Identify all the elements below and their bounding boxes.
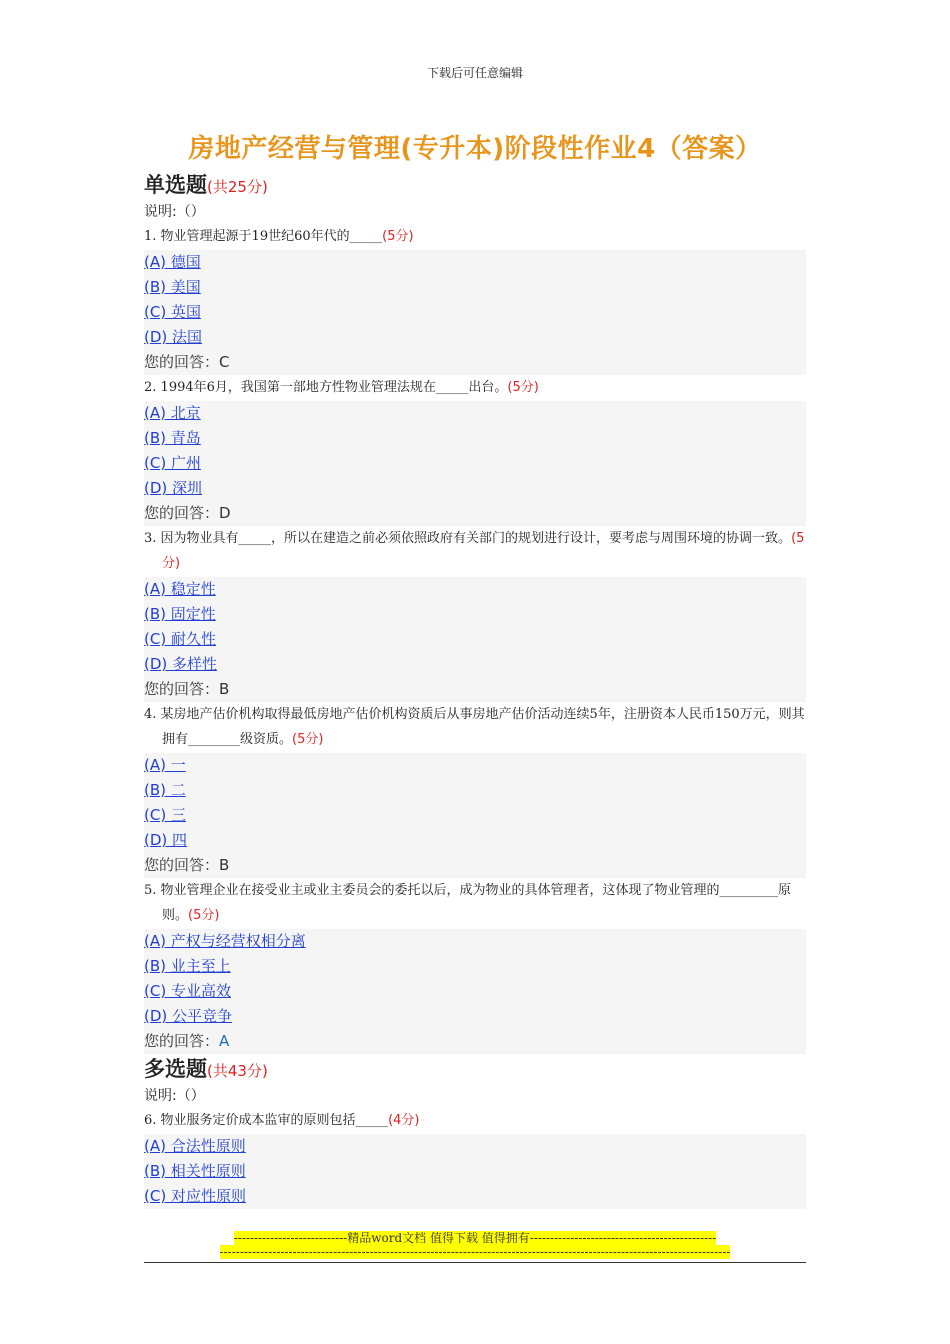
question-points: (5分) xyxy=(507,380,539,395)
option-d[interactable]: (D) 四 xyxy=(144,831,188,849)
answer-block-5 xyxy=(144,929,806,1054)
answer-value: D xyxy=(219,504,231,522)
question-4 xyxy=(144,702,806,752)
option-a[interactable]: (A) 产权与经营权相分离 xyxy=(144,932,306,950)
question-3 xyxy=(144,526,806,576)
option-b[interactable]: (B) 固定性 xyxy=(144,605,216,623)
question-text: 物业管理企业在接受业主或业主委员会的委托以后，成为物业的具体管理者，这体现了物业管理的_________原则。 xyxy=(160,883,792,923)
answer-block-2 xyxy=(144,401,806,526)
question-6 xyxy=(144,1108,806,1133)
option-d[interactable]: (D) 公平竞争 xyxy=(144,1007,233,1025)
answer-value: B xyxy=(219,856,230,874)
option-d[interactable]: (D) 法国 xyxy=(144,328,203,346)
question-number: 2. xyxy=(144,380,157,395)
section-score: (共43分) xyxy=(207,1062,268,1080)
option-c[interactable]: (C) 广州 xyxy=(144,454,201,472)
answer-block-1 xyxy=(144,250,806,375)
question-2 xyxy=(144,375,806,400)
question-points: (5分) xyxy=(162,531,805,571)
footer-text: ----------------------------精品word文档 值得下载 值得拥有---------------------------------------------- xyxy=(233,1231,717,1245)
option-c[interactable]: (C) 英国 xyxy=(144,303,201,321)
page-title: 房地产经营与管理(专升本)阶段性作业4（答案） xyxy=(188,134,762,164)
question-number: 3. xyxy=(144,531,157,546)
answer-label: 您的回答： xyxy=(144,504,220,522)
option-d[interactable]: (D) 深圳 xyxy=(144,479,203,497)
option-c[interactable]: (C) 对应性原则 xyxy=(144,1187,246,1205)
question-5 xyxy=(144,878,806,928)
footer-divider xyxy=(144,1262,806,1263)
question-text: 某房地产估价机构取得最低房地产估价机构资质后从事房地产估价活动连续5年，注册资本人民币150万元，则其拥有________级资质。 xyxy=(160,707,805,747)
question-points: (5分) xyxy=(188,908,220,923)
question-number: 6. xyxy=(144,1113,157,1128)
option-c[interactable]: (C) 三 xyxy=(144,806,186,824)
answer-label: 您的回答： xyxy=(144,680,220,698)
question-text: 因为物业具有_____，所以在建造之前必须依照政府有关部门的规划进行设计，要考虑与周围环境的协调一致。 xyxy=(160,531,792,546)
option-a[interactable]: (A) 合法性原则 xyxy=(144,1137,246,1155)
answer-value: A xyxy=(219,1032,230,1050)
answer-value: C xyxy=(219,353,230,371)
option-b[interactable]: (B) 二 xyxy=(144,781,186,799)
section-title: 单选题 xyxy=(144,173,207,197)
option-a[interactable]: (A) 北京 xyxy=(144,404,201,422)
question-number: 5. xyxy=(144,883,157,898)
header-note: 下载后可任意编辑 xyxy=(426,66,523,80)
option-d[interactable]: (D) 多样性 xyxy=(144,655,218,673)
option-b[interactable]: (B) 相关性原则 xyxy=(144,1162,246,1180)
footer-watermark-line-1 xyxy=(0,1229,950,1246)
your-answer xyxy=(144,1029,806,1054)
answer-block-6 xyxy=(144,1134,806,1209)
question-1 xyxy=(144,224,806,249)
your-answer xyxy=(144,677,806,702)
section-header-single-choice xyxy=(144,170,806,200)
option-c[interactable]: (C) 耐久性 xyxy=(144,630,216,648)
question-text: 物业服务定价成本监审的原则包括_____ xyxy=(160,1113,389,1128)
footer-watermark-line-2 xyxy=(0,1245,950,1259)
answer-block-3 xyxy=(144,577,806,702)
answer-value: B xyxy=(219,680,230,698)
question-text: 1994年6月，我国第一部地方性物业管理法规在_____出台。 xyxy=(160,380,508,395)
question-text: 物业管理起源于19世纪60年代的_____ xyxy=(160,229,383,244)
section-score: (共25分) xyxy=(207,178,268,196)
option-b[interactable]: (B) 美国 xyxy=(144,278,201,296)
answer-label: 您的回答： xyxy=(144,353,220,371)
option-b[interactable]: (B) 业主至上 xyxy=(144,957,231,975)
your-answer xyxy=(144,501,806,526)
option-a[interactable]: (A) 稳定性 xyxy=(144,580,216,598)
question-points: (5分) xyxy=(382,229,414,244)
question-points: (4分) xyxy=(388,1113,420,1128)
section-header-multiple-choice xyxy=(144,1054,806,1084)
section-note: 说明:（） xyxy=(144,204,205,220)
section-title: 多选题 xyxy=(144,1057,207,1081)
question-points: (5分) xyxy=(292,732,324,747)
option-a[interactable]: (A) 德国 xyxy=(144,253,201,271)
answer-label: 您的回答： xyxy=(144,856,220,874)
option-b[interactable]: (B) 青岛 xyxy=(144,429,201,447)
footer-text: ------------------------------------------------------------------------------------------------------------------------------ xyxy=(219,1245,731,1259)
option-c[interactable]: (C) 专业高效 xyxy=(144,982,231,1000)
document-body xyxy=(144,170,806,1209)
your-answer xyxy=(144,350,806,375)
option-a[interactable]: (A) 一 xyxy=(144,756,186,774)
section-note: 说明:（） xyxy=(144,1088,205,1104)
answer-label: 您的回答： xyxy=(144,1032,220,1050)
your-answer xyxy=(144,853,806,878)
question-number: 4. xyxy=(144,707,157,722)
question-number: 1. xyxy=(144,229,157,244)
answer-block-4 xyxy=(144,753,806,878)
